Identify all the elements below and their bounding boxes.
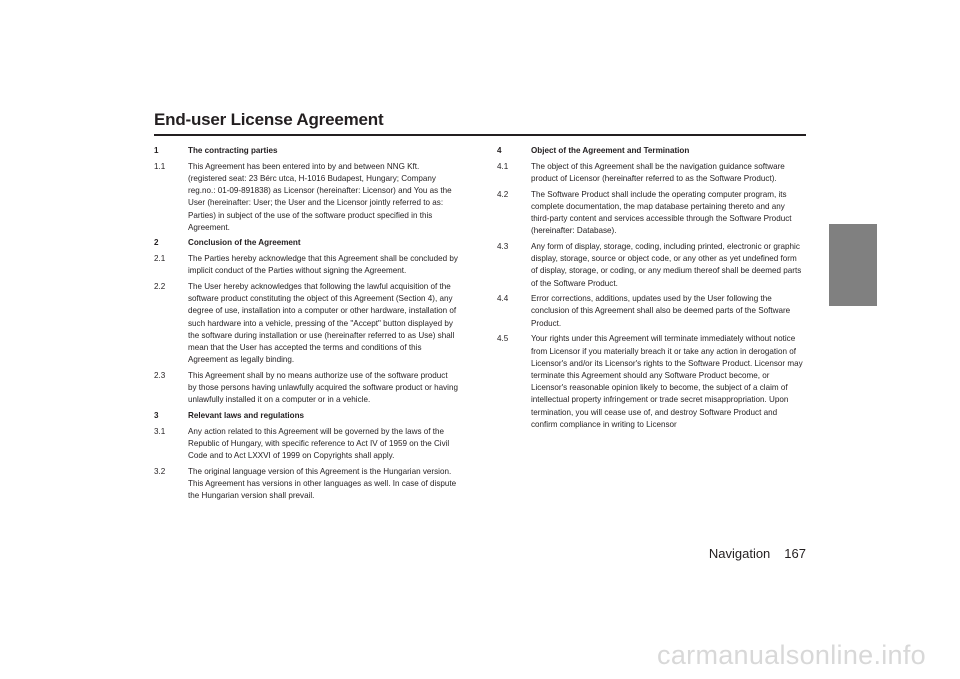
right-column: [497, 145, 803, 434]
clause-number: 4.2: [497, 189, 509, 199]
chapter-side-tab: [829, 224, 877, 306]
clause-text: The Parties hereby acknowledge that this Agreement shall be concluded by implicit conduct of the Parties without signing the Agreement.: [188, 254, 458, 276]
clause-number: 4.1: [497, 161, 509, 171]
clause: [154, 161, 458, 234]
clause-text: The original language version of this Agreement is the Hungarian version. This Agreement has versions in other languages as well. In case of dispute the Hungarian version shall prevail.: [188, 466, 457, 501]
clause-text: The contracting parties: [188, 146, 278, 155]
clause-text: The User hereby acknowledges that following the lawful acquisition of the software product constituting the object of this Agreement (Section 4), any degree of use, installation into a computer or other hardware, installation of such hardware into a vehicle, pressing of the "Accept" button displayed by the software during installation or use (hereinafter referred to as Use) shall mean that the User has accepted the terms and conditions of this Agreement as legally binding.: [188, 282, 457, 365]
clause: [497, 189, 803, 238]
clause-number: 4.5: [497, 334, 509, 344]
clause: [497, 241, 803, 290]
clause-number: 3: [154, 411, 159, 421]
clause-number: 2.2: [154, 282, 166, 292]
clause-number: 4.4: [497, 294, 509, 304]
clause: [154, 253, 458, 277]
footer-section-name: Navigation: [708, 546, 771, 561]
clause-number: 1: [154, 146, 159, 155]
clause-number: 4: [497, 146, 502, 155]
left-column: [154, 145, 458, 506]
title-rule: [154, 134, 806, 136]
clause-number: 2: [154, 238, 159, 248]
section-heading: [497, 145, 803, 157]
page-footer: [709, 546, 806, 561]
clause: [154, 281, 458, 366]
clause: [154, 466, 458, 503]
clause-text: Conclusion of the Agreement: [188, 238, 301, 248]
clause-text: Relevant laws and regulations: [188, 411, 305, 421]
watermark: carmanualsonline.info: [657, 640, 926, 670]
document-title: End-user License Agreement: [154, 110, 384, 129]
clause-text: The object of this Agreement shall be the navigation guidance software product of Licensor (hereinafter referred to as the Software Product).: [531, 161, 785, 183]
clause-text: This Agreement has been entered into by and between NNG Kft. (registered seat: 23 Bérc utca, H-1016 Budapest, Hungary; Company reg.no.: 01-09-891838) as Licensor (hereinafter: Licensor) and You as the User (hereinafter: User; the User and the Licensor jointly referred to as: Parties) in subject of the use of the software product specified in this Agreement.: [188, 161, 452, 232]
clause-number: 2.3: [154, 370, 166, 380]
section-heading: [154, 410, 458, 422]
clause: [497, 293, 803, 330]
clause-text: Any form of display, storage, coding, including printed, electronic or graphic display, storage, source or object code, or any other as yet undefined form of display, storage, or coding, or any medium thereof shall be deemed parts of the Software Product.: [531, 241, 802, 288]
section-heading: [154, 237, 458, 249]
clause-text: Any action related to this Agreement will be governed by the laws of the Republic of Hungary, with specific reference to Act IV of 1959 on the Civil Code and to Act LXXVI of 1999 on Copyrights shall apply.: [188, 426, 450, 461]
clause: [154, 426, 458, 463]
clause: [497, 333, 803, 431]
clause-text: Object of the Agreement and Termination: [531, 146, 690, 155]
clause-text: Your rights under this Agreement will terminate immediately without notice from Licensor if you materially breach it or take any action in derogation of Licensor's and/or its Licensor's rights to the Software Product. Licensor may terminate this Agreement should any Software Product become, or Licensor's reasonable opinion likely to become, the subject of a claim of intellectual property infringement or trade secret misappropriation. Upon termination, you will cease use of, and destroy Software Product and confirm compliance in writing to Licensor: [531, 334, 803, 429]
clause-text: The Software Product shall include the operating computer program, its complete documentation, the map database pertaining thereto and any third-party content and services accessible through the Software Product (hereinafter: Database).: [531, 189, 792, 236]
clause-text: Error corrections, additions, updates used by the User following the conclusion of this Agreement shall also be deemed parts of the Software Product.: [531, 294, 791, 328]
clause-number: 3.1: [154, 426, 166, 436]
section-heading: [154, 145, 458, 157]
clause-number: 2.1: [154, 254, 166, 264]
page-number: 167: [784, 546, 806, 561]
clause: [497, 161, 803, 185]
clause: [154, 370, 458, 407]
clause-text: This Agreement shall by no means authorize use of the software product by those persons having unlawfully acquired the software product or having unlawfully installed it on a computer or in a vehicle.: [188, 370, 458, 405]
clause-number: 4.3: [497, 241, 509, 251]
clause-number: 1.1: [154, 161, 166, 171]
clause-number: 3.2: [154, 466, 166, 476]
